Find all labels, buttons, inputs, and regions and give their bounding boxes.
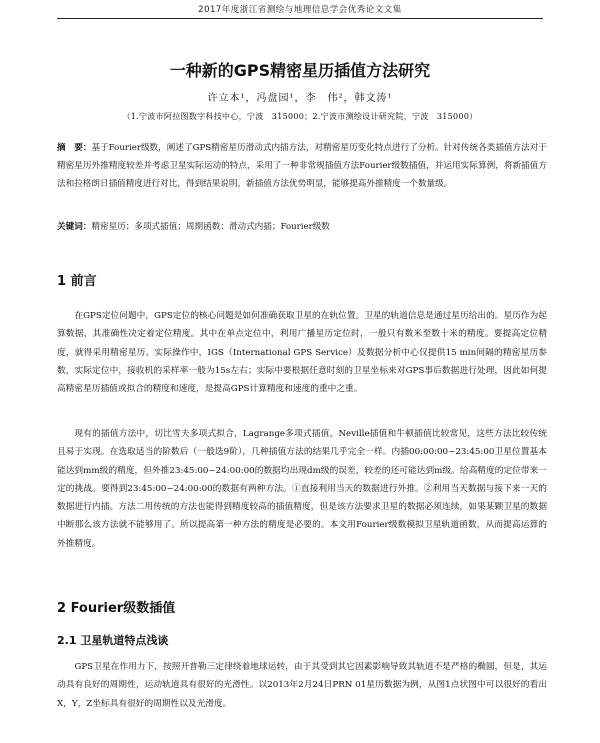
subsection-heading-orbit: 2.1 卫星轨道特点浅谈 [57, 634, 169, 647]
running-head: 2017年度浙江省测绘与地理信息学会优秀论文文集 [198, 5, 402, 15]
header-rule [57, 18, 543, 19]
abstract-label: 摘 要： [57, 143, 92, 153]
section-heading-fourier: 2 Fourier级数插值 [57, 601, 176, 616]
paragraph-intro-2: 现有的插值方法中，切比雪夫多项式拟合，Lagrange多项式插值，Neville插值和牛顿插值比较常见，这些方法比较传统且易于实现。在选取适当的阶数后（一般选9阶），几种插值方法的结果几乎完全一样。内插00:00:00~23:45:00卫星位置基本能达到mm级的精度，但外推23:45:00~24:00:00的数据均出现dm级的误差，较差的还可能达到m级。给高精度的定位带来一定的挑战。要得到23:45:00~24:00:00的数据有两种方法。①直接利用当天的数据进行外推。②利用当天数据与接下来一天的数据进行内插。方法二用传统的方法也能得到精度较高的插值精度，但是该方法要求卫星的数据必须连续，如果某颗卫星的数据中断那么该方法就不能够用了。所以提高第一种方法的精度是必要的。本文用Fourier级数模拟卫星轨道函数，从而提高运算的外推精度。 [57, 429, 547, 549]
keywords-label: 关键词： [57, 222, 92, 232]
paragraph-orbit: GPS卫星在作用力下，按照开普勒三定律绕着地球运转，由于其受到其它因素影响导致其轨道不是严格的椭圆，但是，其运动具有良好的周期性，运动轨道具有很好的光滑性。以2013年2月24日PRN 01星历数据为例，从图1点状图中可以很好的看出X，Y，Z坐标具有很好的周期性以及光滑度。 [57, 662, 547, 709]
abstract-text: 基于Fourier级数，阐述了GPS精密星历滑动式内插方法，对精密星历变化特点进行了分析。针对传统各类插值方法对于精密星历外推精度较差并考虑卫星实际运动的特点，采用了一种非常规插值方法Fourier级数插值，并运用实际算例，将新插值方法和拉格朗日插值精度进行对比，得到结果说明，新插值方法优势明显，能够提高外推精度一个数量级。 [57, 143, 547, 190]
keywords-text: 精密星历；多项式插值；周期函数；滑动式内插；Fourier级数 [91, 222, 330, 232]
author-list: 许立本¹，冯盘园¹，李 伟²，韩文涛¹ [207, 93, 393, 104]
section-heading-introduction: 1 前言 [57, 274, 97, 289]
affiliation: （1.宁波市阿拉图数字科技中心，宁波 315000；2.宁波市测绘设计研究院，宁波 315000） [122, 112, 478, 121]
keywords [57, 220, 547, 232]
paragraph-intro-1: 在GPS定位问题中，GPS定位的核心问题是如何准确获取卫星的在轨位置。卫星的轨道信息是通过星历给出的。星历作为起算数据，其准确性决定着定位精度。其中在单点定位中，利用广播星历定位时，一般只有数米至数十米的精度。要提高定位精度，就得采用精密星历。实际操作中，IGS（International GPS Service）及数据分析中心仅提供15 min间隔的精密星历参数，实际定位中，接收机的采样率一般为15s左右；实际中要根据任意时刻的卫星坐标来对GPS事后数据进行处理，因此如何提高精密星历插值或拟合的精度和速度，是提高GPS计算精度和速度的重中之重。 [57, 311, 547, 395]
paper-title: 一种新的GPS精密星历插值方法研究 [169, 61, 431, 80]
abstract [57, 139, 547, 194]
